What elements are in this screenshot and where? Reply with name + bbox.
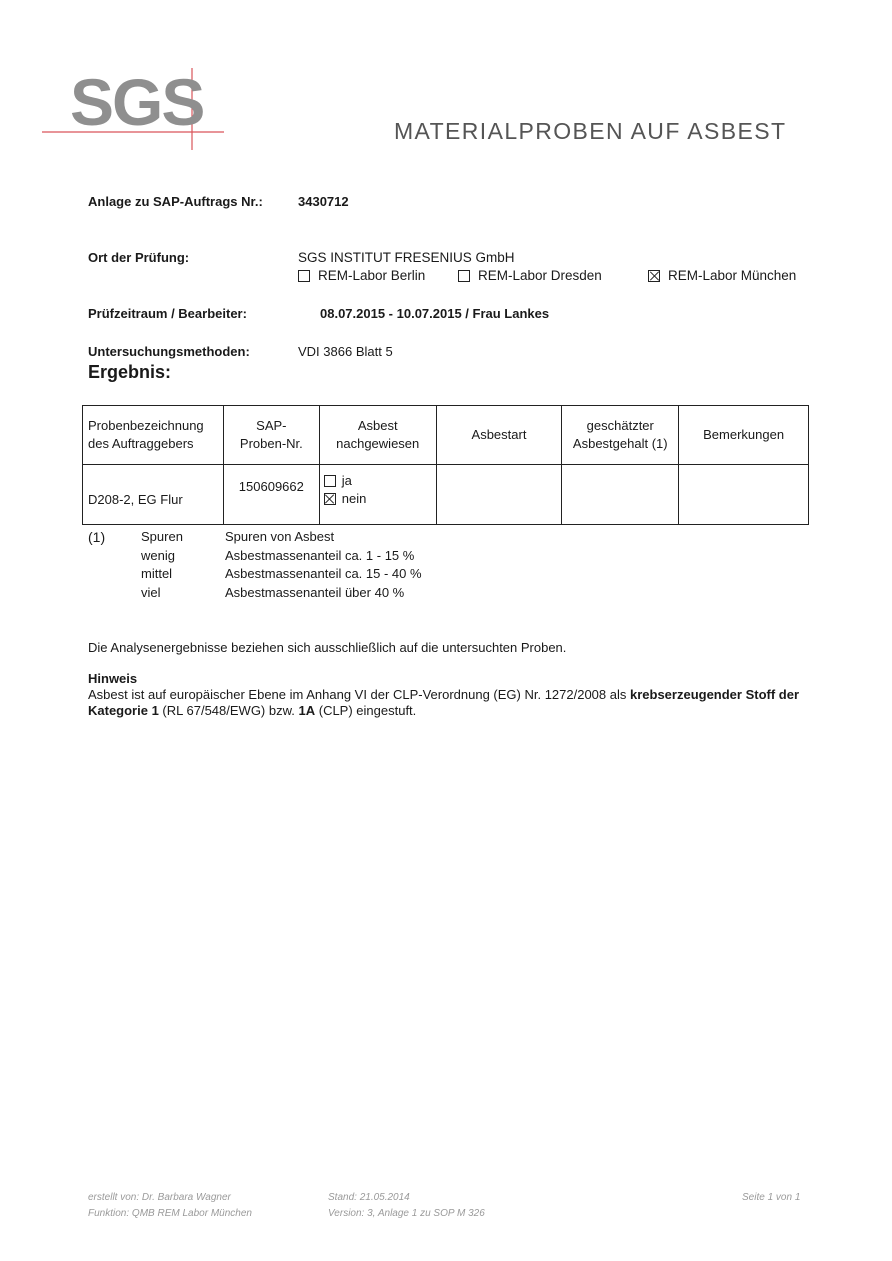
- legend-desc: Asbestmassenanteil über 40 %: [225, 584, 405, 600]
- legend-marker: (1): [88, 529, 106, 545]
- location-value: SGS INSTITUT FRESENIUS GmbH: [298, 250, 515, 265]
- lab-option-dresden[interactable]: [458, 268, 602, 283]
- lab-option-muenchen[interactable]: [648, 268, 796, 283]
- note-text-emphasis: krebserzeugender Stoff der Kategorie 1: [88, 687, 800, 718]
- header-text: Probenbezeichnung: [88, 418, 204, 433]
- footer-function: Funktion: QMB REM Labor München: [88, 1208, 252, 1219]
- footer-page-number: Seite 1 von 1: [742, 1192, 801, 1203]
- legend-term: mittel: [141, 566, 173, 581]
- results-table: [82, 405, 809, 525]
- header-text: des Auftraggebers: [88, 436, 194, 451]
- lab-checkbox-row: [0, 268, 892, 288]
- legend-term: Spuren: [141, 529, 183, 544]
- footer-date: Stand: 21.05.2014: [328, 1192, 410, 1203]
- header-text: nachgewiesen: [336, 436, 420, 451]
- order-value: 3430712: [298, 194, 349, 209]
- table-row: [83, 465, 809, 525]
- checkbox-unchecked-icon[interactable]: [298, 270, 310, 282]
- footer-author: [88, 1190, 252, 1222]
- cell-remarks: [679, 465, 809, 525]
- header-text: Bemerkungen: [703, 427, 785, 442]
- footer-created-by: erstellt von: Dr. Barbara Wagner: [88, 1192, 231, 1203]
- lab-option-label: REM-Labor Dresden: [478, 268, 602, 283]
- lab-option-label: REM-Labor München: [668, 268, 797, 283]
- header-text: SAP-: [256, 418, 287, 433]
- header-text: Asbestgehalt (1): [572, 436, 668, 451]
- header-asbestos-type: [436, 406, 562, 465]
- result-heading: Ergebnis:: [88, 362, 172, 382]
- disclaimer: Die Analysenergebnisse beziehen sich ausschließlich auf die untersuchten Proben.: [88, 640, 567, 655]
- option-no-label: nein: [341, 491, 367, 506]
- note-text: [88, 687, 808, 719]
- header-text: geschätzter: [586, 418, 654, 433]
- option-no[interactable]: [324, 490, 435, 508]
- cell-estimated-content: [562, 465, 679, 525]
- header-remarks: [679, 406, 809, 465]
- lab-option-label: REM-Labor Berlin: [318, 268, 426, 283]
- legend-term: wenig: [141, 547, 175, 563]
- legend-term: viel: [141, 584, 161, 600]
- method-label: Untersuchungsmethoden:: [88, 344, 250, 359]
- option-yes[interactable]: [324, 472, 435, 490]
- cell-sap-nr: 150609662: [223, 465, 319, 525]
- header-sample: [83, 406, 224, 465]
- legend-desc: Asbestmassenanteil ca. 1 - 15 %: [225, 547, 415, 563]
- lab-option-berlin[interactable]: [298, 268, 425, 283]
- header-text: Asbest: [357, 418, 398, 433]
- cell-sample: D208-2, EG Flur: [83, 465, 224, 525]
- legend-desc: Asbestmassenanteil ca. 15 - 40 %: [225, 566, 422, 581]
- header-text: Asbestart: [471, 427, 527, 442]
- note-text-part: (RL 67/548/EWG) bzw.: [158, 703, 299, 718]
- document-title: MATERIALPROBEN AUF ASBEST: [394, 118, 787, 144]
- checkbox-unchecked-icon[interactable]: [458, 270, 470, 282]
- legend-desc: Spuren von Asbest: [225, 529, 335, 544]
- note-text-part: (CLP) eingestuft.: [315, 703, 417, 718]
- header-estimated-content: [562, 406, 679, 465]
- header-sap-nr: [223, 406, 319, 465]
- cell-asbestos-detected: [319, 465, 436, 525]
- location-label: Ort der Prüfung:: [88, 250, 190, 265]
- checkbox-checked-icon[interactable]: [648, 270, 660, 282]
- header-text: Proben-Nr.: [239, 436, 303, 451]
- checkbox-checked-icon[interactable]: [324, 493, 336, 505]
- option-yes-label: ja: [341, 473, 352, 488]
- checkbox-unchecked-icon[interactable]: [324, 475, 336, 487]
- logo-text: SGS: [70, 65, 204, 139]
- order-label: Anlage zu SAP-Auftrags Nr.:: [88, 194, 263, 209]
- legend: [88, 528, 588, 604]
- period-value: 08.07.2015 - 10.07.2015 / Frau Lankes: [320, 306, 550, 321]
- method-value: VDI 3866 Blatt 5: [298, 344, 393, 359]
- footer-version: Version: 3, Anlage 1 zu SOP M 326: [328, 1208, 485, 1219]
- table-header-row: [83, 406, 809, 465]
- note-text-part: Asbest ist auf europäischer Ebene im Anhang VI der CLP-Verordnung (EG) Nr. 1272/2008 als: [88, 687, 630, 702]
- header-asbestos-detected: [319, 406, 436, 465]
- note-text-emphasis: 1A: [298, 703, 316, 718]
- period-label: Prüfzeitraum / Bearbeiter:: [88, 306, 247, 321]
- footer-version-info: [328, 1190, 485, 1222]
- cell-asbestos-type: [436, 465, 562, 525]
- note-heading: Hinweis: [88, 671, 138, 686]
